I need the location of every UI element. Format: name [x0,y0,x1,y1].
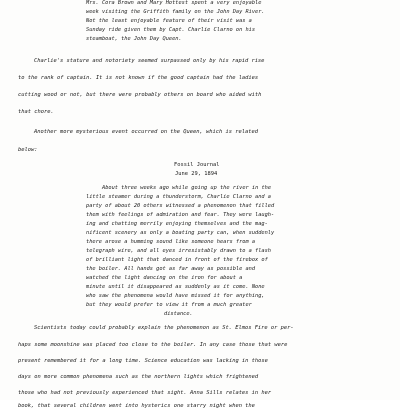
quote-line: About three weeks ago while going up the river in the [102,185,272,191]
quote-line: the boiler. All hands got as far away as possible and [86,266,256,272]
body-line: haps some moonshine was placed too close to the boiler. In any case those that were [18,342,288,348]
body-line: Charlie's stature and notoriety seemed surpassed only by his rapid rise [34,58,265,64]
quote-line: nificent scenery as only a boating party can, when suddenly [86,230,275,236]
journal-name: Fossil Journal [174,162,220,168]
body-line: book, that several children went into hysterics one starry night when the [18,403,255,409]
quote-line: Mrs. Cora Brown and Mary Hottest spent a very enjoyable [86,0,262,6]
quote-line: Sunday ride given them by Capt. Charlie Clarno on his [86,27,256,33]
quote-line: them with feelings of admiration and fear. They were laugh- [86,212,275,218]
body-line: below: [18,147,38,153]
body-line: Scientists today could probably explain the phenomenon as St. Elmos Fire or per- [34,325,294,331]
quote-line: telegraph wire, and all eyes irresistably drawn to a flash [86,248,271,254]
quote-line: ing and chatting merrily enjoying themselves and the mag- [86,221,268,227]
quote-line: who saw the phenomena would have missed it for anything, [86,293,265,299]
body-line: days on more common phenomena such as the northern lights which frightened [18,374,259,380]
body-line: present remembered it for a long time. Science education was lacking in those [18,358,268,364]
quote-line: little steamer during a thunderstorm, Charlie Clarno and a [86,194,271,200]
quote-line: watched the light dancing on the iron for about a [86,275,243,281]
quote-line: distance. [164,311,193,317]
body-line: Another more mysterious event occurred on the Queen, which is related [34,129,258,135]
quote-line: Not the least enjoyable feature of their visit was a [86,18,252,24]
quote-line: of brilliant light that danced in front of the firebox of [86,257,268,263]
quote-line: week visiting the Griffith family on the John Day River. [86,9,265,15]
body-line: that chore. [18,109,54,115]
quote-line: steamboat, the John Day Queen. [86,36,182,42]
body-line: cutting wood or not, but there were probably others on board who aided with [18,92,262,98]
body-line: to the rank of captain. It is not known if the good captain had the ladies [18,75,259,81]
quote-line: there arose a humming sound like someone hears from a [86,239,256,245]
quote-line: party of about 20 others witnessed a phenomenon that filled [86,203,275,209]
journal-date: June 29, 1894 [175,171,218,177]
quote-line: but they would prefer to view it from a much greater [86,302,252,308]
body-line: those who had not previously experienced that sight. Anna Sills relates in her [18,390,272,396]
quote-line: minute until it disappeared as suddenly as it come. None [86,284,265,290]
